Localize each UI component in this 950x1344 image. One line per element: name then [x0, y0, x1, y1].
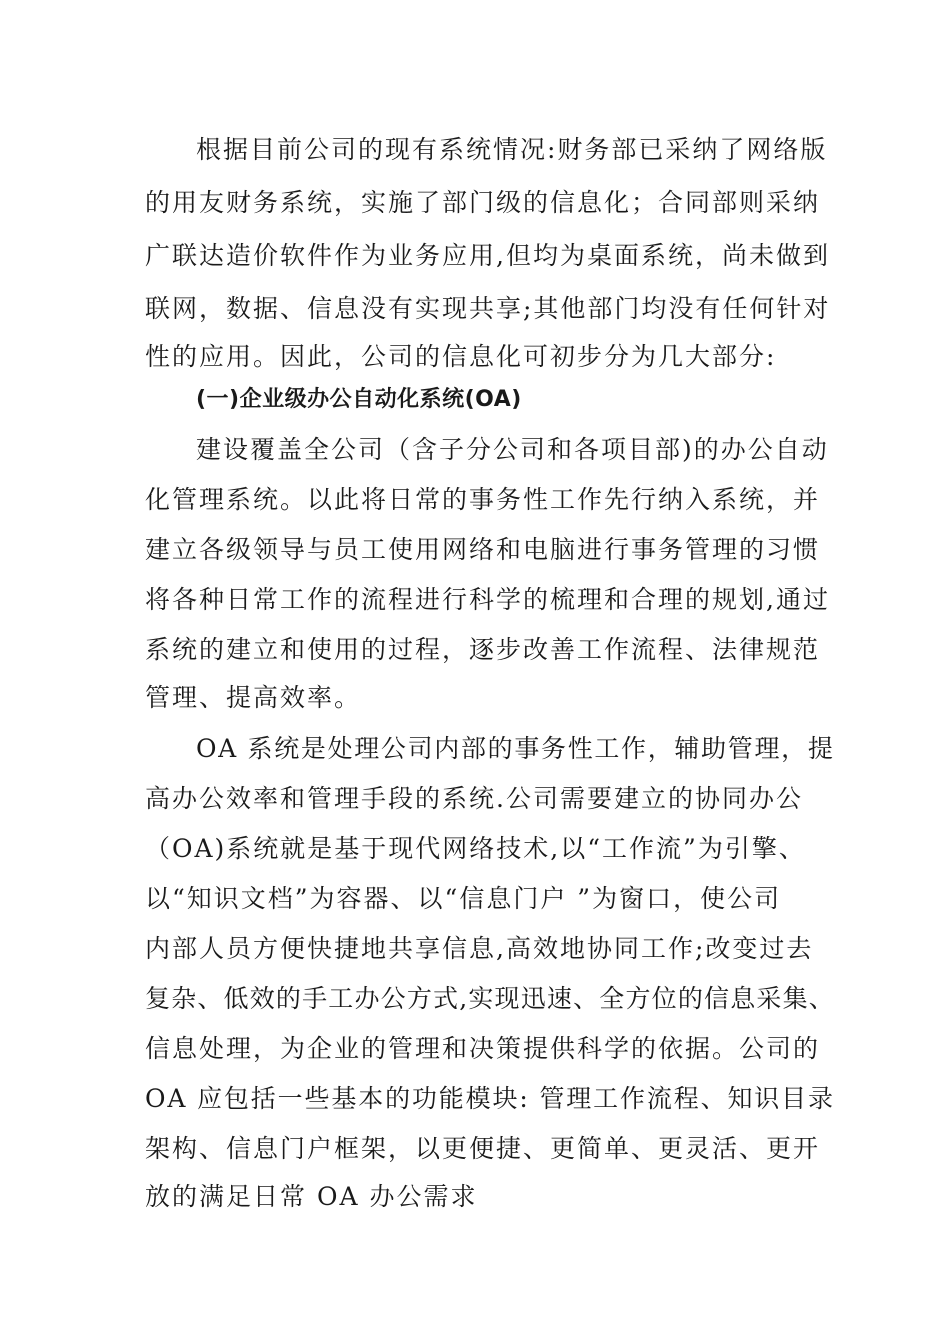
paragraph-1-line-1: 根据目前公司的现有系统情况:财务部已采纳了网络版	[196, 135, 828, 164]
paragraph-3-line-3: （OA)系统就是基于现代网络技术,以“工作流”为引擎、	[145, 834, 806, 863]
paragraph-3-line-1: OA 系统是处理公司内部的事务性工作，辅助管理，提	[196, 734, 835, 763]
paragraph-3-line-2: 高办公效率和管理手段的系统.公司需要建立的协同办公	[145, 784, 803, 813]
paragraph-3-line-8: OA 应包括一些基本的功能模块: 管理工作流程、知识目录	[145, 1084, 835, 1113]
paragraph-3-line-5: 内部人员方便快捷地共享信息,高效地协同工作;改变过去	[145, 934, 814, 963]
section-heading: (一)企业级办公自动化系统(OA)	[196, 387, 522, 412]
paragraph-1-line-5: 性的应用。因此，公司的信息化可初步分为几大部分:	[145, 342, 777, 371]
paragraph-3-line-10: 放的满足日常 OA 办公需求	[145, 1182, 478, 1211]
paragraph-2-line-6: 管理、提高效率。	[145, 683, 362, 712]
paragraph-2-line-4: 将各种日常工作的流程进行科学的梳理和合理的规划,通过	[145, 585, 830, 614]
paragraph-2-line-3: 建立各级领导与员工使用网络和电脑进行事务管理的习惯	[145, 535, 821, 564]
paragraph-3-line-9: 架构、信息门户框架，以更便捷、更简单、更灵活、更开	[145, 1134, 821, 1163]
paragraph-3-line-6: 复杂、低效的手工办公方式,实现迅速、全方位的信息采集、	[145, 984, 835, 1013]
paragraph-3-line-4: 以“知识文档”为容器、以“信息门户 ”为窗口，使公司	[145, 884, 782, 913]
paragraph-2-line-5: 系统的建立和使用的过程，逐步改善工作流程、法律规范	[145, 635, 821, 664]
paragraph-2-line-1: 建设覆盖全公司（含子分公司和各项目部)的办公自动	[196, 435, 829, 464]
paragraph-3-line-7: 信息处理，为企业的管理和决策提供科学的依据。公司的	[145, 1034, 821, 1063]
paragraph-1-line-2: 的用友财务系统，实施了部门级的信息化；合同部则采纳	[145, 188, 821, 217]
paragraph-2-line-2: 化管理系统。以此将日常的事务性工作先行纳入系统，并	[145, 485, 821, 514]
paragraph-1-line-4: 联网，数据、信息没有实现共享;其他部门均没有任何针对	[145, 294, 831, 323]
paragraph-1-line-3: 广联达造价软件作为业务应用,但均为桌面系统，尚未做到	[145, 241, 830, 270]
